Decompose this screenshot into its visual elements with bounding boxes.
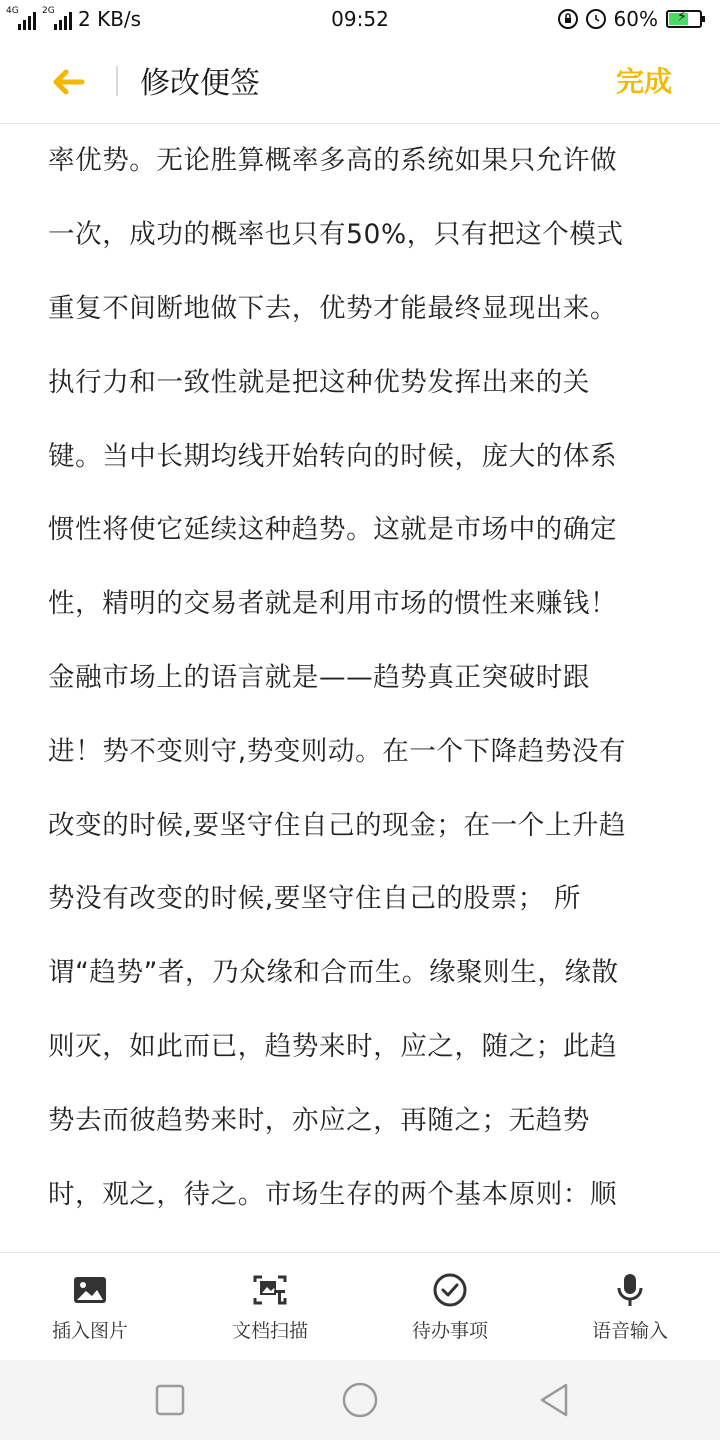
bolt-icon: ⚡ — [677, 9, 687, 25]
back-triangle-icon[interactable] — [534, 1380, 574, 1420]
network-speed: 2 KB/s — [78, 7, 142, 31]
home-icon[interactable] — [340, 1380, 380, 1420]
note-line: 性，精明的交易者就是利用市场的惯性来赚钱！ — [48, 588, 618, 620]
done-button[interactable]: 完成 — [615, 65, 672, 98]
note-line: 则灭，如此而已，趋势来时，应之，随之；此趋 — [48, 1030, 618, 1062]
page-title: 修改便签 — [140, 66, 260, 101]
note-line: 执行力和一致性就是把这种优势发挥出来的关 — [48, 366, 590, 398]
note-line: 势去而彼趋势来时，亦应之，再随之；无趋势 — [48, 1104, 590, 1136]
note-line: 一次，成功的概率也只有50%，只有把这个模式 — [48, 219, 624, 251]
microphone-icon — [612, 1272, 648, 1308]
network-type-label: 4G — [6, 6, 19, 16]
note-editor[interactable] — [48, 124, 672, 1252]
tool-label: 文档扫描 — [231, 1319, 308, 1342]
todo-button[interactable] — [360, 1253, 540, 1361]
insert-image-button[interactable] — [0, 1253, 180, 1361]
note-line: 惯性将使它延续这种趋势。这就是市场中的确定 — [48, 514, 618, 546]
document-scan-button[interactable] — [180, 1253, 360, 1361]
note-line: 金融市场上的语言就是——趋势真正突破时跟 — [48, 661, 590, 693]
status-bar — [0, 0, 720, 38]
header — [0, 38, 720, 124]
system-navbar — [0, 1360, 720, 1440]
todo-check-icon — [432, 1272, 468, 1308]
alarm-icon — [586, 9, 606, 29]
lock-rotation-icon — [558, 9, 578, 29]
image-icon — [72, 1272, 108, 1308]
note-line: 进！势不变则守,势变则动。在一个下降趋势没有 — [48, 735, 627, 767]
note-line: 键。当中长期均线开始转向的时候，庞大的体系 — [48, 440, 618, 472]
recent-apps-icon[interactable] — [150, 1380, 190, 1420]
bottom-toolbar — [0, 1252, 720, 1361]
network-type-label-2: 2G — [42, 6, 55, 16]
tool-label: 待办事项 — [411, 1319, 488, 1342]
note-line: 谓“趋势”者，乃众缘和合而生。缘聚则生，缘散 — [48, 957, 619, 989]
voice-input-button[interactable] — [540, 1253, 720, 1361]
scan-icon — [252, 1272, 288, 1308]
tool-label: 插入图片 — [51, 1319, 128, 1342]
back-arrow-icon[interactable] — [48, 62, 88, 102]
note-line: 时，观之，待之。市场生存的两个基本原则：顺 — [48, 1178, 618, 1210]
battery-percent: 60% — [613, 7, 658, 31]
tool-label: 语音输入 — [591, 1319, 668, 1342]
header-divider — [116, 66, 118, 96]
note-line: 率优势。无论胜算概率多高的系统如果只允许做 — [48, 145, 618, 177]
clock: 09:52 — [331, 7, 389, 31]
note-line: 势没有改变的时候,要坚守住自己的股票； 所 — [48, 883, 581, 915]
note-line: 重复不间断地做下去，优势才能最终显现出来。 — [48, 292, 618, 324]
battery-charging-icon — [666, 10, 702, 28]
note-line: 改变的时候,要坚守住自己的现金；在一个上升趋 — [48, 809, 627, 841]
